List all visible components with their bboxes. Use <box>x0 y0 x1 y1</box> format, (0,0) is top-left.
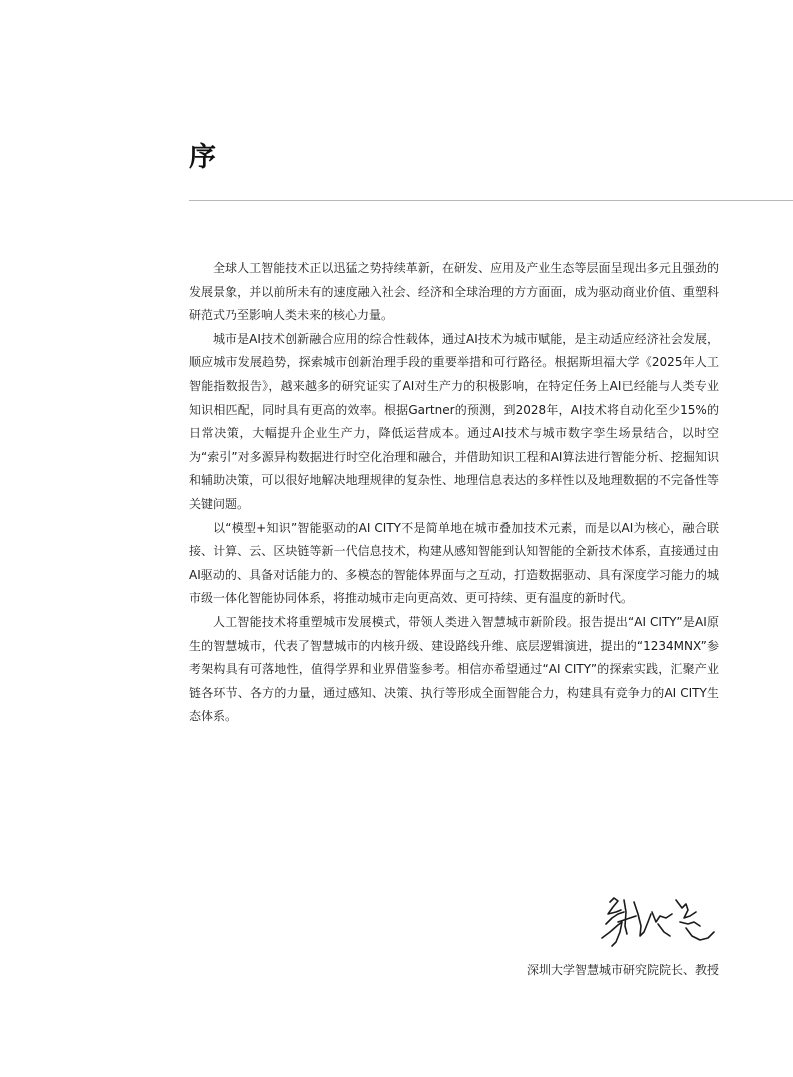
paragraph-3: 以“模型+知识”智能驱动的AI CITY不是简单地在城市叠加技术元素，而是以AI为核心，融合联接、计算、云、区块链等新一代信息技术，构建从感知智能到认知智能的全新技术体系，直接通过由AI驱动的、具备对话能力的、多模态的智能体界面与之互动，打造数据驱动、具有深度学习能力的城市级一体化智能协同体系，将推动城市走向更高效、更可持续、更有温度的新时代。 <box>189 520 719 606</box>
author-affiliation: 深圳大学智慧城市研究院院长、教授 <box>526 963 719 977</box>
paragraph-2: 城市是AI技术创新融合应用的综合性载体，通过AI技术为城市赋能，是主动适应经济社会发展，顺应城市发展趋势，探索城市创新治理手段的重要举措和可行路径。根据斯坦福大学《2025年人工智能指数报告》，越来越多的研究证实了AI对生产力的积极影响，在特定任务上AI已经能与人类专业知识相匹配，同时具有更高的效率。根据Gartner的预测，到2028年，AI技术将自动化至少15%的日常决策，大幅提升企业生产力，降低运营成本。通过AI技术与城市数字孪生场景结合，以时空为“索引”对多源异构数据进行时空化治理和融合，并借助知识工程和AI算法进行智能分析、挖掘知识和辅助决策，可以很好地解决地理规律的复杂性、地理信息表达的多样性以及地理数据的不完备性等关键问题。 <box>189 331 719 511</box>
preface-body <box>189 257 719 729</box>
paragraph-4: 人工智能技术将重塑城市发展模式，带领人类进入智慧城市新阶段。报告提出“AI CITY”是AI原生的智慧城市，代表了智慧城市的内核升级、建设路线升维、底层逻辑演进，提出的“1234MNX”参考架构具有可落地性，值得学界和业界借鉴参考。相信亦希望通过“AI CITY”的探索实践，汇聚产业链各环节、各方的力量，通过感知、决策、执行等形成全面智能合力，构建具有竞争力的AI CITY生态体系。 <box>189 614 719 724</box>
page-title: 序 <box>189 142 217 173</box>
paragraph-1: 全球人工智能技术正以迅猛之势持续革新，在研发、应用及产业生态等层面呈现出多元且强劲的发展景象，并以前所未有的速度融入社会、经济和全球治理的方方面面，成为驱动商业价值、重塑科研范式乃至影响人类未来的核心力量。 <box>189 261 719 323</box>
title-divider <box>189 200 793 201</box>
signature-icon <box>596 892 722 952</box>
